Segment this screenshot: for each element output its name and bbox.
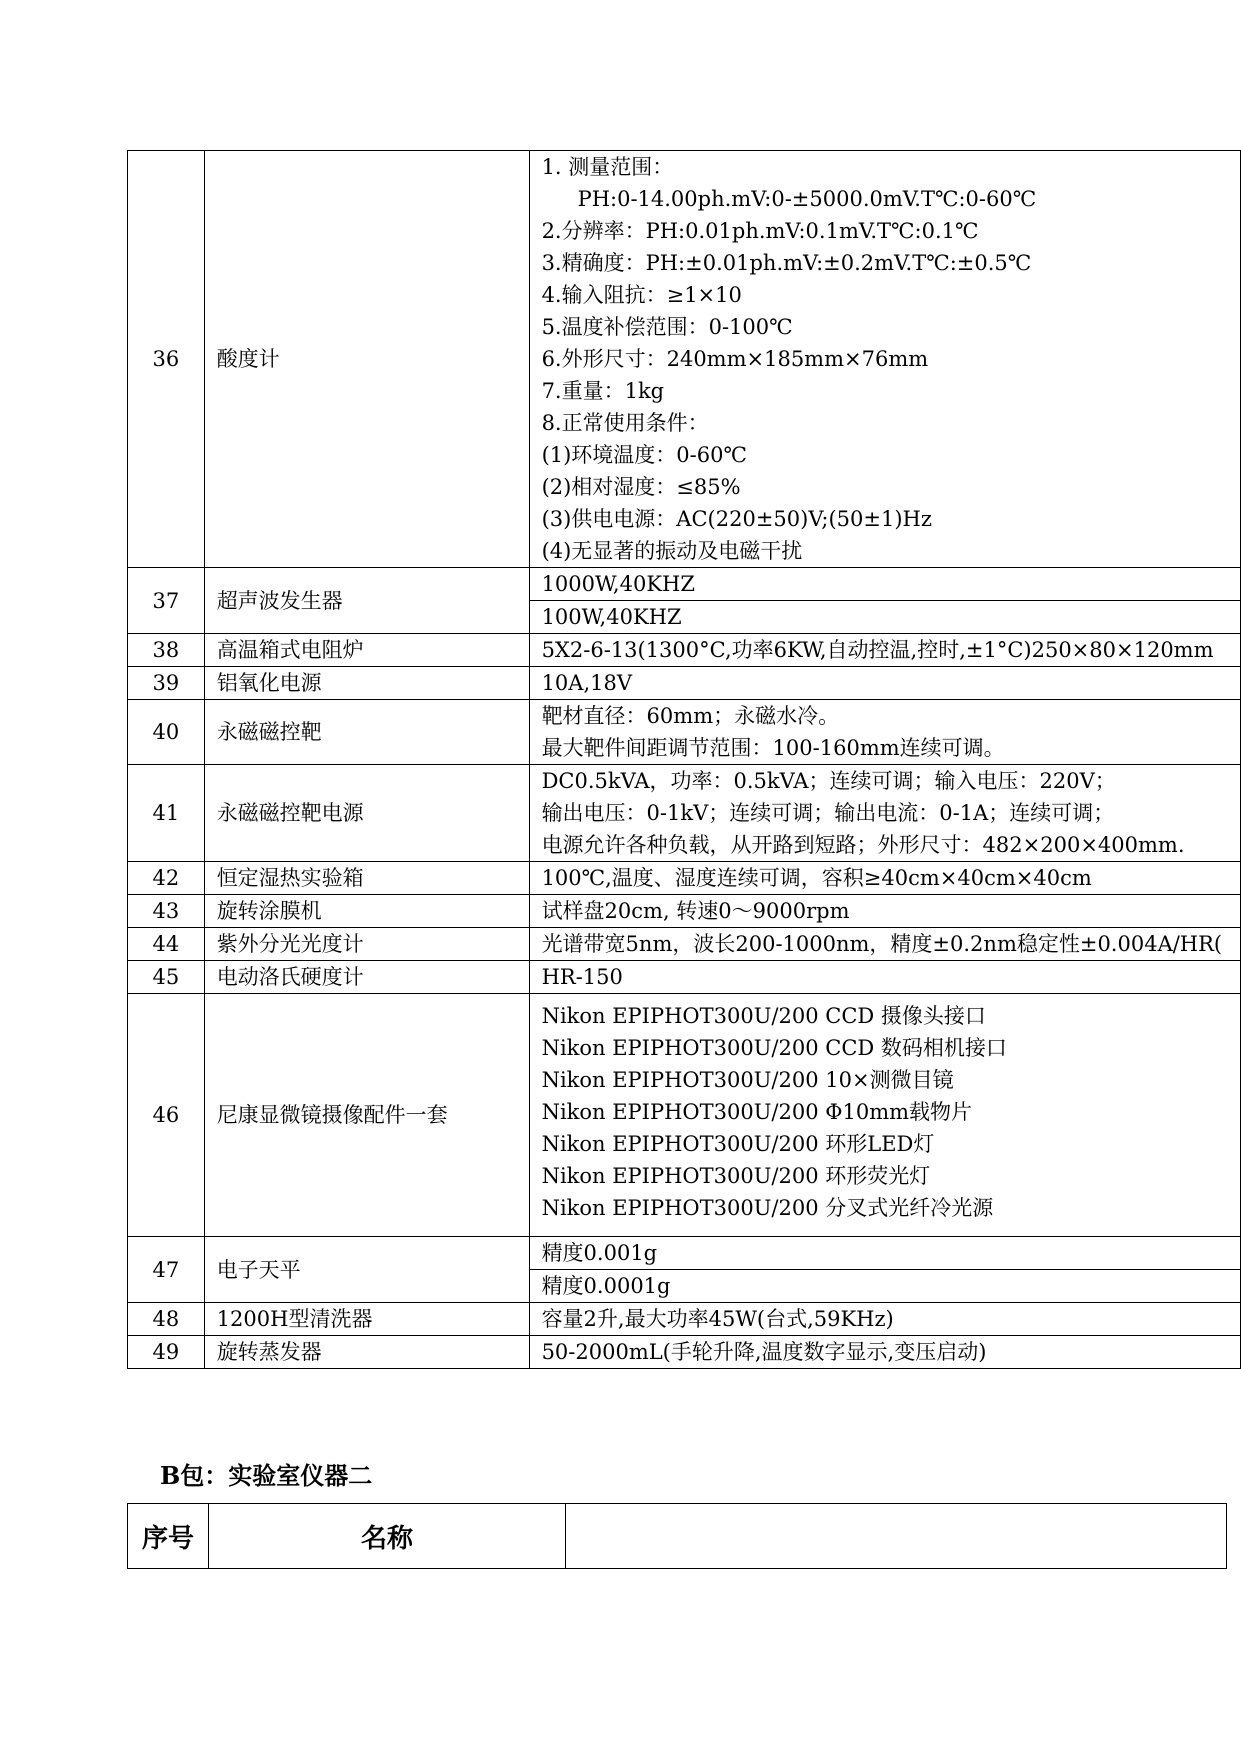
row-number: 45	[128, 961, 205, 994]
row-number: 39	[128, 667, 205, 700]
spec-line: 100℃,温度、湿度连续可调，容积≥40cm×40cm×40cm	[541, 866, 1092, 890]
spec-line: (3)供电电源：AC(220±50)V;(50±1)Hz	[541, 507, 932, 531]
spec-line: 4.输入阻抗：≥1×10	[541, 283, 742, 307]
table-row	[128, 667, 1241, 700]
spec-line: 5.温度补偿范围：0-100℃	[541, 315, 793, 339]
row-spec	[529, 961, 1240, 994]
row-name: 1200H型清洗器	[204, 1303, 529, 1336]
section-b-table	[127, 1503, 1227, 1569]
spec-line: 1. 测量范围：	[541, 155, 674, 179]
spec-line: (1)环境温度：0-60℃	[541, 443, 747, 467]
spec-line: 最大靶件间距调节范围：100-160mm连续可调。	[541, 736, 1005, 760]
spec-line: 10A,18V	[541, 671, 633, 695]
row-number: 40	[128, 700, 205, 765]
col-header-name: 名称	[209, 1504, 566, 1569]
row-spec	[529, 765, 1240, 862]
table-row	[128, 961, 1241, 994]
table-row	[128, 928, 1241, 961]
section-b-header-row	[128, 1504, 1227, 1569]
spec-line: 8.正常使用条件：	[541, 411, 709, 435]
table-row	[128, 1237, 1241, 1270]
row-number: 41	[128, 765, 205, 862]
spec-line: 7.重量：1kg	[541, 379, 665, 403]
table-row	[128, 1303, 1241, 1336]
row-name: 永磁磁控靶	[204, 700, 529, 765]
row-number: 38	[128, 634, 205, 667]
row-name: 电子天平	[204, 1237, 529, 1303]
spec-line: DC0.5kVA，功率：0.5kVA；连续可调；输入电压：220V；	[541, 769, 1116, 793]
spec-line: (2)相对湿度：≤85%	[541, 475, 741, 499]
row-spec	[529, 634, 1240, 667]
table-row	[128, 895, 1241, 928]
equipment-table-body	[128, 151, 1241, 1369]
row-number: 43	[128, 895, 205, 928]
row-name: 超声波发生器	[204, 568, 529, 634]
row-name: 尼康显微镜摄像配件一套	[204, 994, 529, 1237]
spec-line: HR-150	[541, 965, 623, 989]
row-spec	[529, 895, 1240, 928]
row-number: 36	[128, 151, 205, 568]
col-header-blank	[566, 1504, 1227, 1569]
spec-line: Nikon EPIPHOT300U/200 Φ10mm载物片	[541, 1100, 973, 1124]
row-name: 旋转涂膜机	[204, 895, 529, 928]
spec-line: 5X2-6-13(1300°C,功率6KW,自动控温,控时,±1°C)250×80×120mm	[541, 638, 1214, 662]
row-name: 旋转蒸发器	[204, 1336, 529, 1369]
row-name: 铝氧化电源	[204, 667, 529, 700]
table-row	[128, 862, 1241, 895]
row-spec	[529, 700, 1240, 765]
row-spec	[529, 1336, 1240, 1369]
equipment-table	[127, 150, 1241, 1369]
row-number: 49	[128, 1336, 205, 1369]
spec-line: Nikon EPIPHOT300U/200 CCD 数码相机接口	[541, 1036, 1007, 1060]
row-number: 37	[128, 568, 205, 634]
spec-line: 靶材直径：60mm；永磁水冷。	[541, 704, 840, 728]
row-name: 恒定湿热实验箱	[204, 862, 529, 895]
spec-line: 光谱带宽5nm，波长200-1000nm，精度±0.2nm稳定性±0.004A/HR(	[541, 932, 1223, 956]
row-number: 47	[128, 1237, 205, 1303]
row-name: 紫外分光光度计	[204, 928, 529, 961]
col-header-no: 序号	[128, 1504, 209, 1569]
spec-line: 容量2升,最大功率45W(台式,59KHz)	[541, 1307, 894, 1331]
spec-line: 3.精确度：PH:±0.01ph.mV:±0.2mV.T℃:±0.5℃	[541, 251, 1032, 275]
spec-line: Nikon EPIPHOT300U/200 10×测微目镜	[541, 1068, 954, 1092]
spec-line: 试样盘20cm, 转速0～9000rpm	[541, 899, 850, 923]
table-row	[128, 1336, 1241, 1369]
spec-line: Nikon EPIPHOT300U/200 环形荧光灯	[541, 1164, 931, 1188]
row-spec: 1000W,40KHZ	[529, 568, 1240, 601]
table-row	[128, 568, 1241, 601]
row-number: 44	[128, 928, 205, 961]
spec-line: 电源允许各种负载，从开路到短路；外形尺寸：482×200×400mm.	[541, 833, 1185, 857]
spec-line: 50-2000mL(手轮升降,温度数字显示,变压启动)	[541, 1340, 987, 1364]
row-spec	[529, 1303, 1240, 1336]
row-spec	[529, 862, 1240, 895]
row-spec: 精度0.001g	[529, 1237, 1240, 1270]
row-spec	[529, 994, 1240, 1237]
spec-line: PH:0-14.00ph.mV:0-±5000.0mV.T℃:0-60℃	[577, 187, 1037, 211]
row-name: 永磁磁控靶电源	[204, 765, 529, 862]
row-name: 酸度计	[204, 151, 529, 568]
spec-line: 6.外形尺寸：240mm×185mm×76mm	[541, 347, 929, 371]
row-name: 电动洛氏硬度计	[204, 961, 529, 994]
row-number: 46	[128, 994, 205, 1237]
row-spec: 100W,40KHZ	[529, 601, 1240, 634]
spec-line: 2.分辨率：PH:0.01ph.mV:0.1mV.T℃:0.1℃	[541, 219, 979, 243]
section-b-heading: B包：实验室仪器二	[160, 1461, 373, 1490]
row-spec	[529, 928, 1240, 961]
row-name: 高温箱式电阻炉	[204, 634, 529, 667]
row-spec: 精度0.0001g	[529, 1270, 1240, 1303]
row-number: 42	[128, 862, 205, 895]
table-row	[128, 765, 1241, 862]
row-spec	[529, 667, 1240, 700]
spec-line: Nikon EPIPHOT300U/200 分叉式光纤冷光源	[541, 1196, 994, 1220]
spec-line: (4)无显著的振动及电磁干扰	[541, 539, 803, 563]
spec-line: 输出电压：0-1kV；连续可调；输出电流：0-1A；连续可调；	[541, 801, 1115, 825]
table-row	[128, 151, 1241, 568]
table-row	[128, 994, 1241, 1237]
table-row	[128, 700, 1241, 765]
row-spec	[529, 151, 1240, 568]
row-number: 48	[128, 1303, 205, 1336]
spec-line: Nikon EPIPHOT300U/200 CCD 摄像头接口	[541, 1004, 986, 1028]
spec-line: Nikon EPIPHOT300U/200 环形LED灯	[541, 1132, 935, 1156]
table-row	[128, 634, 1241, 667]
